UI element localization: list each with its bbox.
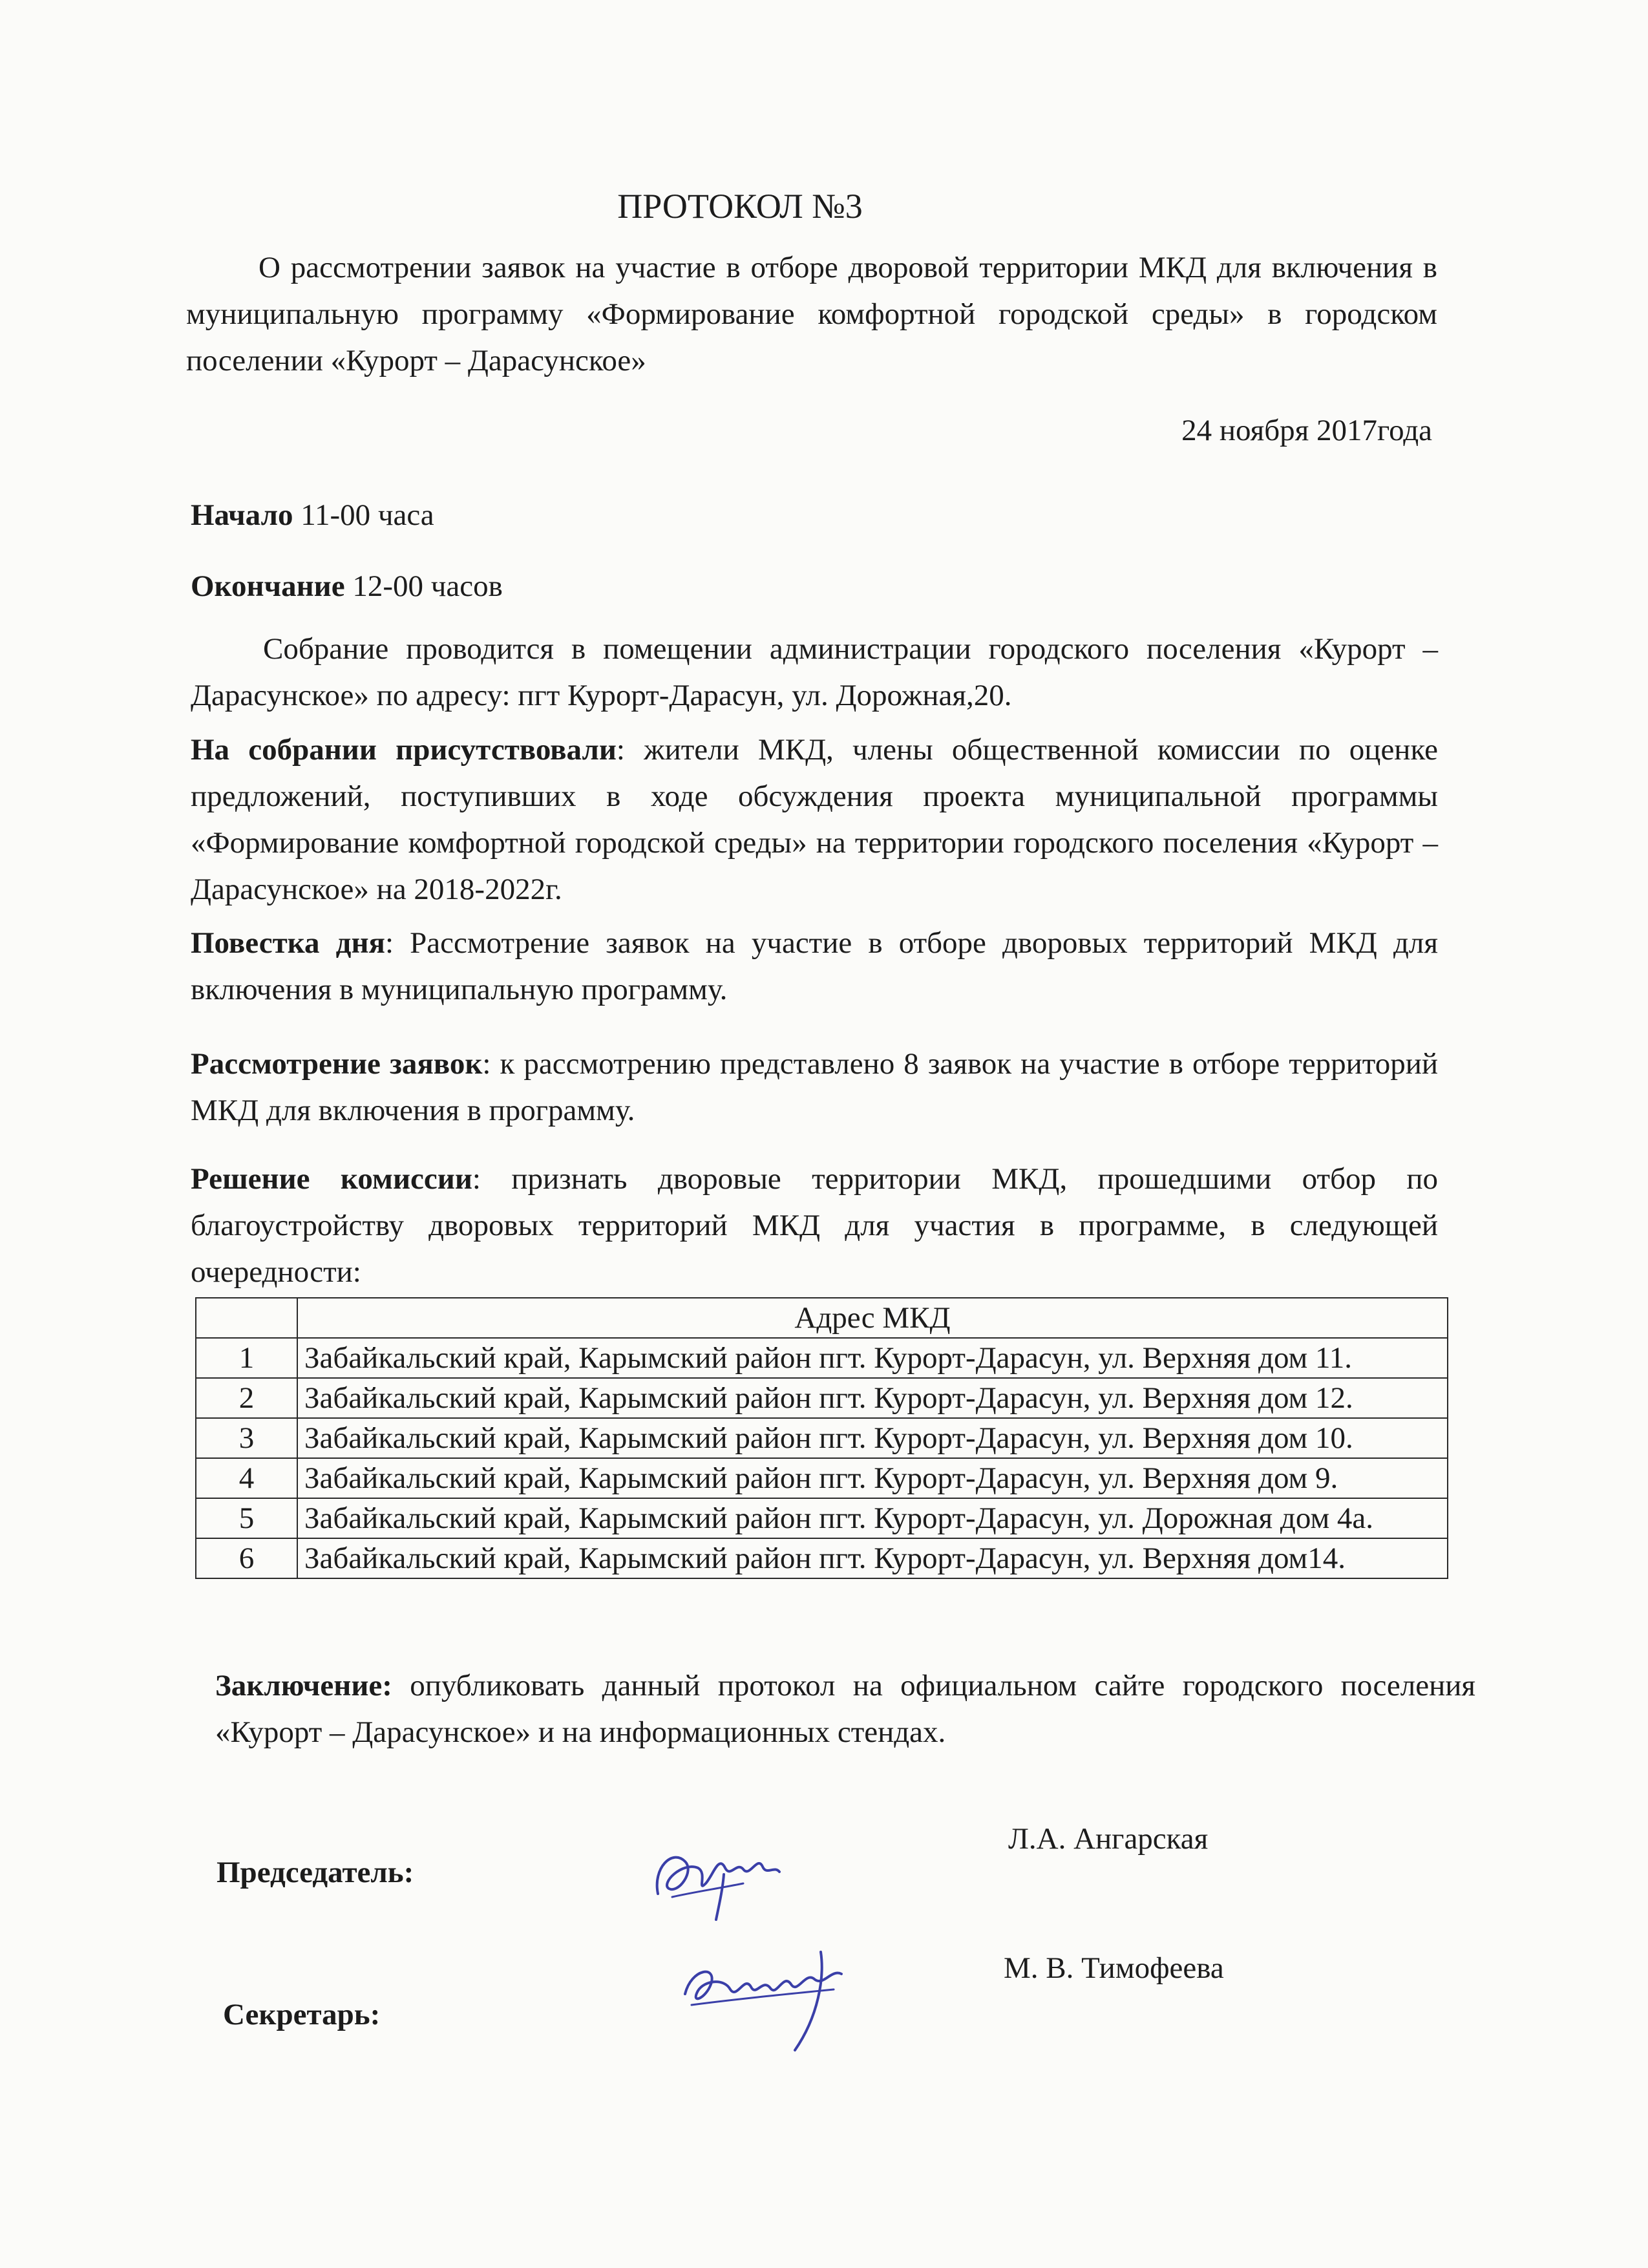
row-address: Забайкальский край, Карымский район пгт. Курорт-Дарасун, ул. Верхняя дом 9. <box>297 1458 1448 1498</box>
row-number: 5 <box>196 1498 297 1538</box>
decision-label: Решение комиссии <box>191 1162 472 1196</box>
end-line <box>191 563 1438 609</box>
document-date: 24 ноября 2017года <box>1181 414 1432 447</box>
attendees-label: На собрании присутствовали <box>191 733 617 767</box>
end-label: Окончание <box>191 569 345 603</box>
conclusion-value: опубликовать данный протокол на официальном сайте городского поселения «Курорт – Дарасунское» и на информационных стендах. <box>215 1669 1475 1749</box>
row-number: 4 <box>196 1458 297 1498</box>
row-address: Забайкальский край, Карымский район пгт. Курорт-Дарасун, ул. Верхняя дом 11. <box>297 1338 1448 1378</box>
table-row <box>196 1458 1448 1498</box>
table-row <box>196 1418 1448 1458</box>
table-header-num-cell <box>196 1298 297 1338</box>
row-number: 6 <box>196 1538 297 1578</box>
start-line <box>191 492 1438 538</box>
agenda-paragraph <box>191 920 1438 1013</box>
row-number: 3 <box>196 1418 297 1458</box>
secretary-signature <box>672 1933 866 2055</box>
agenda-label: Повестка дня <box>191 926 385 960</box>
table-row <box>196 1498 1448 1538</box>
start-label: Начало <box>191 498 293 532</box>
chair-label: Председатель: <box>217 1856 414 1889</box>
agenda-value: : Рассмотрение заявок на участие в отборе дворовых территорий МКД для включения в муниципальную программу. <box>191 926 1438 1006</box>
decision-paragraph <box>191 1156 1438 1295</box>
review-label: Рассмотрение заявок <box>191 1047 483 1081</box>
meeting-place-paragraph: Собрание проводится в помещении администрации городского поселения «Курорт – Дарасунское» по адресу: пгт Курорт-Дарасун, ул. Дорожная,20. <box>191 632 1438 712</box>
decision-value: : признать дворовые территории МКД, прошедшими отбор по благоустройству дворовых территорий МКД для участия в программе, в следующей очередности: <box>191 1162 1438 1289</box>
conclusion-label: Заключение: <box>215 1669 392 1702</box>
table-header-address: Адрес МКД <box>297 1298 1448 1338</box>
secretary-label: Секретарь: <box>223 1998 381 2031</box>
intro-paragraph: О рассмотрении заявок на участие в отборе дворовой территории МКД для включения в муниципальную программу «Формирование комфортной городской среды» в городском поселении «Курорт – Дарасунское» <box>186 251 1437 377</box>
attendees-value: : жители МКД, члены общественной комиссии по оценке предложений, поступивших в ходе обсуждения проекта муниципальной программы «Формирование комфортной городской среды» на территории городского поселения «Курорт – Дарасунское» на 2018-2022г. <box>191 733 1438 906</box>
secretary-name: М. В. Тимофеева <box>1004 1951 1224 1985</box>
table-row <box>196 1378 1448 1418</box>
chair-name: Л.А. Ангарская <box>1008 1822 1209 1856</box>
review-paragraph <box>191 1041 1438 1134</box>
table-header-row <box>196 1298 1448 1338</box>
document-title: ПРОТОКОЛ №3 <box>617 187 863 226</box>
table-row <box>196 1538 1448 1578</box>
row-address: Забайкальский край, Карымский район пгт. Курорт-Дарасун, ул. Верхняя дом14. <box>297 1538 1448 1578</box>
review-value: : к рассмотрению представлено 8 заявок на участие в отборе территорий МКД для включения в программу. <box>191 1047 1438 1127</box>
row-address: Забайкальский край, Карымский район пгт. Курорт-Дарасун, ул. Дорожная дом 4а. <box>297 1498 1448 1538</box>
row-address: Забайкальский край, Карымский район пгт. Курорт-Дарасун, ул. Верхняя дом 12. <box>297 1378 1448 1418</box>
mkd-address-table <box>195 1297 1448 1579</box>
chair-signature <box>646 1816 788 1926</box>
start-value: 11-00 часа <box>293 498 434 532</box>
attendees-paragraph <box>191 726 1438 913</box>
row-address: Забайкальский край, Карымский район пгт. Курорт-Дарасун, ул. Верхняя дом 10. <box>297 1418 1448 1458</box>
end-value: 12-00 часов <box>344 569 503 603</box>
table-row <box>196 1338 1448 1378</box>
row-number: 1 <box>196 1338 297 1378</box>
row-number: 2 <box>196 1378 297 1418</box>
conclusion-paragraph <box>215 1662 1475 1755</box>
